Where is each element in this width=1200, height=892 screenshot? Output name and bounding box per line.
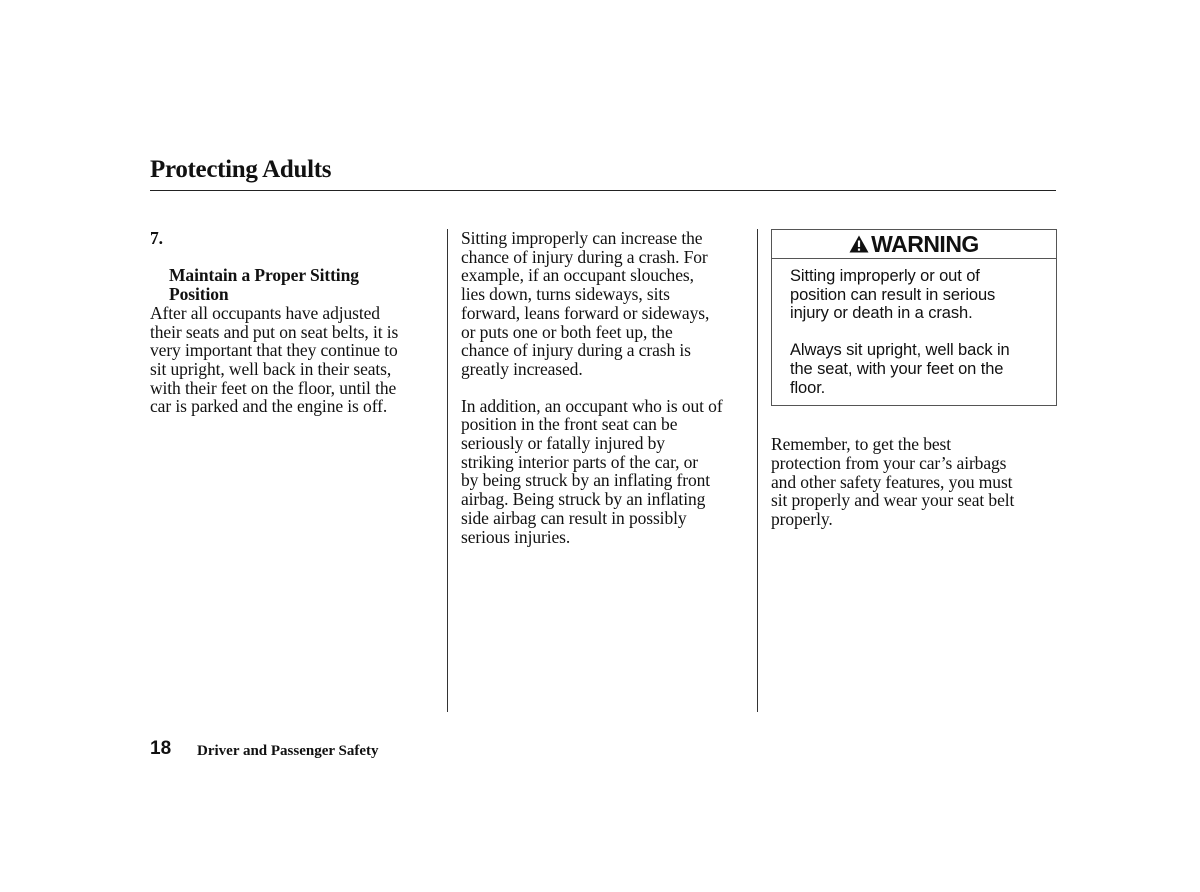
warning-label: WARNING <box>871 230 979 257</box>
title-rule <box>150 190 1056 191</box>
step-body-text: After all occupants have adjusted their seats and put on seat belts, it is very important that they continue to sit upright, well back in their seats, with their feet on the floor, until the car is parked and the engine is off. <box>150 302 399 417</box>
column-divider <box>447 229 448 712</box>
step-heading <box>150 229 438 304</box>
column-3 <box>771 229 1057 529</box>
warning-box <box>771 229 1057 406</box>
step-heading-text: Maintain a Proper Sitting Position <box>169 265 359 305</box>
footer-section-title: Driver and Passenger Safety <box>197 743 379 759</box>
page-title: Protecting Adults <box>150 156 332 183</box>
warning-triangle-icon <box>849 235 869 253</box>
column-1 <box>150 229 438 416</box>
warning-text: Always sit upright, well back in the seat, with your feet on the floor. <box>790 341 1010 397</box>
warning-text: Sitting improperly or out of position can result in serious injury or death in a crash. <box>790 267 996 323</box>
warning-header <box>772 230 1056 259</box>
paragraph-out-of-position: In addition, an occupant who is out of position in the front seat can be seriously or fatally injured by striking interior parts of the car, or by being struck by an inflating front airbag. Being struck by an inflating side airbag can result in possibly serious injuries. <box>461 395 723 547</box>
step-number: 7. <box>150 228 163 248</box>
warning-body <box>772 259 1056 405</box>
paragraph-remember: Remember, to get the best protection from your car’s airbags and other safety features, you must sit properly and wear your seat belt properly. <box>771 434 1015 530</box>
page-number: 18 <box>150 738 172 759</box>
column-2 <box>461 229 749 546</box>
paragraph-sitting-improperly: Sitting improperly can increase the chance of injury during a crash. For example, if an occupant slouches, lies down, turns sideways, sits forward, leans forward or sideways, or puts one or both feet up, the chance of injury during a crash is greatly increased. <box>461 228 710 379</box>
column-divider <box>757 229 758 712</box>
